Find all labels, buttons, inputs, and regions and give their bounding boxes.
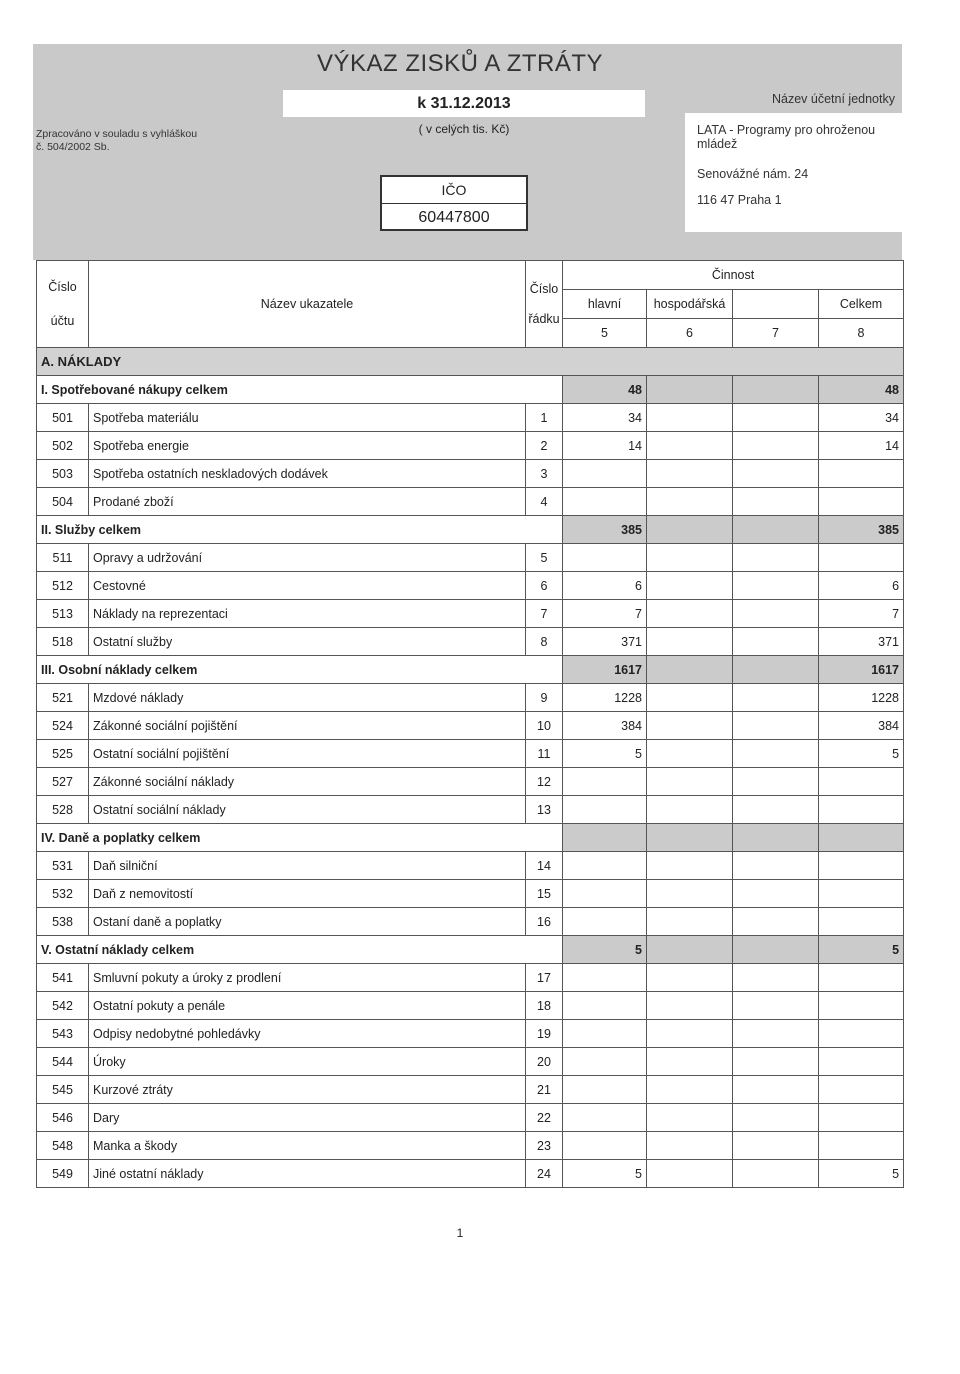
total-value	[819, 460, 904, 488]
account-number: 544	[37, 1048, 89, 1076]
col7-value	[733, 908, 819, 936]
account-number: 541	[37, 964, 89, 992]
total-value	[819, 992, 904, 1020]
account-number: 528	[37, 796, 89, 824]
main-value	[563, 460, 647, 488]
main-value	[563, 992, 647, 1020]
total-value	[819, 1076, 904, 1104]
economic-value	[647, 1076, 733, 1104]
table-row	[37, 1020, 904, 1048]
indicator-name: Cestovné	[89, 572, 526, 600]
economic-value	[647, 488, 733, 516]
table-row	[37, 796, 904, 824]
total-value	[819, 1048, 904, 1076]
group-economic-value	[647, 936, 733, 964]
table-row	[37, 600, 904, 628]
account-number: 501	[37, 404, 89, 432]
table-row	[37, 460, 904, 488]
table-row	[37, 488, 904, 516]
economic-value	[647, 1132, 733, 1160]
indicator-name: Zákonné sociální náklady	[89, 768, 526, 796]
group-total-value: 5	[819, 936, 904, 964]
main-value	[563, 908, 647, 936]
col-number-6: 6	[647, 319, 733, 348]
economic-value	[647, 712, 733, 740]
group-economic-value	[647, 656, 733, 684]
group-title: I. Spotřebované nákupy celkem	[37, 376, 563, 404]
col7-value	[733, 1020, 819, 1048]
table-row	[37, 572, 904, 600]
account-number: 518	[37, 628, 89, 656]
expense-table-body	[37, 261, 904, 1188]
account-number: 524	[37, 712, 89, 740]
total-value	[819, 964, 904, 992]
table-row	[37, 1048, 904, 1076]
indicator-name: Ostatní sociální náklady	[89, 796, 526, 824]
economic-value	[647, 684, 733, 712]
account-number: 512	[37, 572, 89, 600]
economic-value	[647, 740, 733, 768]
table-row	[37, 740, 904, 768]
row-number: 17	[526, 964, 563, 992]
row-number: 18	[526, 992, 563, 1020]
group-row	[37, 516, 904, 544]
group-economic-value	[647, 824, 733, 852]
main-value: 371	[563, 628, 647, 656]
col7-value	[733, 404, 819, 432]
account-number: 545	[37, 1076, 89, 1104]
indicator-name: Náklady na reprezentaci	[89, 600, 526, 628]
col7-value	[733, 488, 819, 516]
col7-value	[733, 1160, 819, 1188]
account-number: 548	[37, 1132, 89, 1160]
indicator-name: Prodané zboží	[89, 488, 526, 516]
total-value: 14	[819, 432, 904, 460]
group-col7-value	[733, 516, 819, 544]
compliance-note	[36, 128, 256, 154]
col-number-8: 8	[819, 319, 904, 348]
account-number: 503	[37, 460, 89, 488]
account-number: 543	[37, 1020, 89, 1048]
table-row	[37, 404, 904, 432]
total-value	[819, 544, 904, 572]
economic-value	[647, 796, 733, 824]
col7-value	[733, 740, 819, 768]
main-value: 7	[563, 600, 647, 628]
account-number: 532	[37, 880, 89, 908]
col-account-line-1: Číslo	[48, 280, 77, 294]
account-number: 549	[37, 1160, 89, 1188]
group-title: V. Ostatní náklady celkem	[37, 936, 563, 964]
total-value: 7	[819, 600, 904, 628]
total-value: 5	[819, 1160, 904, 1188]
account-number: 546	[37, 1104, 89, 1132]
row-number: 19	[526, 1020, 563, 1048]
group-main-value	[563, 824, 647, 852]
report-date: k 31.12.2013	[283, 90, 645, 117]
indicator-name: Dary	[89, 1104, 526, 1132]
total-value: 371	[819, 628, 904, 656]
row-number: 5	[526, 544, 563, 572]
main-value: 5	[563, 740, 647, 768]
col-row-header	[526, 261, 563, 348]
group-economic-value	[647, 516, 733, 544]
economic-value	[647, 964, 733, 992]
main-value	[563, 852, 647, 880]
main-value	[563, 544, 647, 572]
indicator-name: Ostatní služby	[89, 628, 526, 656]
group-total-value	[819, 824, 904, 852]
total-value	[819, 880, 904, 908]
col7-value	[733, 684, 819, 712]
col7-value	[733, 880, 819, 908]
row-number: 20	[526, 1048, 563, 1076]
account-number: 542	[37, 992, 89, 1020]
col-indicator-header	[89, 261, 526, 348]
row-number: 10	[526, 712, 563, 740]
main-value: 384	[563, 712, 647, 740]
entity-city: 116 47 Praha 1	[697, 193, 782, 207]
economic-value	[647, 432, 733, 460]
group-total-value: 48	[819, 376, 904, 404]
ico-value: 60447800	[418, 209, 490, 226]
total-value: 1228	[819, 684, 904, 712]
total-value	[819, 1132, 904, 1160]
entity-box	[685, 113, 902, 232]
indicator-name: Ostaní daně a poplatky	[89, 908, 526, 936]
economic-value	[647, 768, 733, 796]
entity-street: Senovážné nám. 24	[697, 167, 809, 181]
col-economic-header: hospodářská	[647, 290, 733, 319]
row-number: 12	[526, 768, 563, 796]
col7-value	[733, 628, 819, 656]
main-value	[563, 1020, 647, 1048]
expense-table	[36, 260, 904, 1188]
account-number: 538	[37, 908, 89, 936]
economic-value	[647, 908, 733, 936]
main-value	[563, 488, 647, 516]
economic-value	[647, 600, 733, 628]
col7-value	[733, 796, 819, 824]
col7-value	[733, 572, 819, 600]
indicator-name: Manka a škody	[89, 1132, 526, 1160]
total-value	[819, 1020, 904, 1048]
table-row	[37, 432, 904, 460]
indicator-name: Spotřeba ostatních neskladových dodávek	[89, 460, 526, 488]
group-row	[37, 656, 904, 684]
row-number: 4	[526, 488, 563, 516]
col7-value	[733, 1104, 819, 1132]
section-a-title: A. NÁKLADY	[37, 348, 904, 376]
indicator-name: Úroky	[89, 1048, 526, 1076]
account-number: 527	[37, 768, 89, 796]
table-row	[37, 1076, 904, 1104]
group-row	[37, 376, 904, 404]
row-number: 23	[526, 1132, 563, 1160]
group-economic-value	[647, 376, 733, 404]
economic-value	[647, 1020, 733, 1048]
economic-value	[647, 1048, 733, 1076]
col-number-7: 7	[733, 319, 819, 348]
col-row-line-2: řádku	[528, 312, 560, 326]
total-value	[819, 796, 904, 824]
row-number: 14	[526, 852, 563, 880]
row-number: 9	[526, 684, 563, 712]
col7-value	[733, 992, 819, 1020]
indicator-name: Daň z nemovitostí	[89, 880, 526, 908]
group-total-value: 1617	[819, 656, 904, 684]
group-col7-value	[733, 656, 819, 684]
account-number: 525	[37, 740, 89, 768]
main-value: 1228	[563, 684, 647, 712]
table-row	[37, 852, 904, 880]
table-row	[37, 908, 904, 936]
header-row-1	[37, 261, 904, 290]
col7-value	[733, 600, 819, 628]
col7-value	[733, 432, 819, 460]
total-value: 6	[819, 572, 904, 600]
account-number: 502	[37, 432, 89, 460]
economic-value	[647, 1160, 733, 1188]
account-number: 521	[37, 684, 89, 712]
total-value	[819, 1104, 904, 1132]
row-number: 7	[526, 600, 563, 628]
total-value	[819, 908, 904, 936]
account-number: 531	[37, 852, 89, 880]
main-value	[563, 1048, 647, 1076]
economic-value	[647, 852, 733, 880]
row-number: 2	[526, 432, 563, 460]
table-row	[37, 1132, 904, 1160]
main-value: 14	[563, 432, 647, 460]
col-7-header	[733, 290, 819, 319]
col7-value	[733, 964, 819, 992]
row-number: 16	[526, 908, 563, 936]
group-col7-value	[733, 824, 819, 852]
economic-value	[647, 572, 733, 600]
group-row	[37, 824, 904, 852]
total-value: 384	[819, 712, 904, 740]
main-value	[563, 1104, 647, 1132]
table-row	[37, 880, 904, 908]
group-main-value: 1617	[563, 656, 647, 684]
compliance-line-2: č. 504/2002 Sb.	[36, 141, 110, 153]
row-number: 24	[526, 1160, 563, 1188]
col7-value	[733, 544, 819, 572]
indicator-name: Opravy a udržování	[89, 544, 526, 572]
row-number: 3	[526, 460, 563, 488]
row-number: 8	[526, 628, 563, 656]
economic-value	[647, 880, 733, 908]
table-row	[37, 964, 904, 992]
group-col7-value	[733, 936, 819, 964]
col7-value	[733, 1048, 819, 1076]
col-account-header	[37, 261, 89, 348]
row-number: 22	[526, 1104, 563, 1132]
table-row	[37, 1104, 904, 1132]
account-number: 513	[37, 600, 89, 628]
col-total-header: Celkem	[819, 290, 904, 319]
main-value	[563, 768, 647, 796]
col-activity-header	[563, 261, 904, 290]
account-number: 504	[37, 488, 89, 516]
col-row-line-1: Číslo	[529, 282, 559, 296]
row-number: 6	[526, 572, 563, 600]
indicator-name: Ostatní sociální pojištění	[89, 740, 526, 768]
col-account-line-2: účtu	[50, 314, 75, 328]
table-row	[37, 992, 904, 1020]
group-title: IV. Daně a poplatky celkem	[37, 824, 563, 852]
unit-note: ( v celých tis. Kč)	[418, 122, 510, 136]
table-row	[37, 544, 904, 572]
group-title: II. Služby celkem	[37, 516, 563, 544]
group-col7-value	[733, 376, 819, 404]
table-row	[37, 712, 904, 740]
economic-value	[647, 544, 733, 572]
ico-box	[380, 175, 528, 231]
col7-value	[733, 768, 819, 796]
main-value	[563, 880, 647, 908]
main-value: 5	[563, 1160, 647, 1188]
col7-value	[733, 460, 819, 488]
total-value: 34	[819, 404, 904, 432]
economic-value	[647, 1104, 733, 1132]
main-value	[563, 1132, 647, 1160]
group-row	[37, 936, 904, 964]
group-total-value: 385	[819, 516, 904, 544]
report-title: VÝKAZ ZISKŮ A ZTRÁTY	[316, 50, 604, 77]
economic-value	[647, 992, 733, 1020]
table-row	[37, 1160, 904, 1188]
economic-value	[647, 460, 733, 488]
total-value	[819, 852, 904, 880]
entity-label: Název účetní jednotky	[772, 92, 895, 106]
account-number: 511	[37, 544, 89, 572]
group-main-value: 385	[563, 516, 647, 544]
entity-name: LATA - Programy pro ohroženou mládež	[697, 123, 876, 151]
section-a-row	[37, 348, 904, 376]
indicator-name: Mzdové náklady	[89, 684, 526, 712]
table-row	[37, 628, 904, 656]
row-number: 15	[526, 880, 563, 908]
total-value	[819, 768, 904, 796]
row-number: 1	[526, 404, 563, 432]
page-number: 1	[456, 1226, 464, 1240]
row-number: 11	[526, 740, 563, 768]
table-row	[37, 768, 904, 796]
economic-value	[647, 628, 733, 656]
main-value: 34	[563, 404, 647, 432]
main-value	[563, 796, 647, 824]
indicator-name: Jiné ostatní náklady	[89, 1160, 526, 1188]
ico-label: IČO	[382, 177, 526, 204]
col7-value	[733, 1132, 819, 1160]
main-value: 6	[563, 572, 647, 600]
indicator-name: Zákonné sociální pojištění	[89, 712, 526, 740]
group-title: III. Osobní náklady celkem	[37, 656, 563, 684]
indicator-name: Odpisy nedobytné pohledávky	[89, 1020, 526, 1048]
total-value: 5	[819, 740, 904, 768]
indicator-name: Kurzové ztráty	[89, 1076, 526, 1104]
main-value	[563, 964, 647, 992]
group-main-value: 5	[563, 936, 647, 964]
economic-value	[647, 404, 733, 432]
table-row	[37, 684, 904, 712]
group-main-value: 48	[563, 376, 647, 404]
col-main-header: hlavní	[563, 290, 647, 319]
col7-value	[733, 1076, 819, 1104]
col7-value	[733, 712, 819, 740]
col7-value	[733, 852, 819, 880]
col-indicator-label: Název ukazatele	[260, 297, 354, 311]
indicator-name: Ostatní pokuty a penále	[89, 992, 526, 1020]
row-number: 21	[526, 1076, 563, 1104]
row-number: 13	[526, 796, 563, 824]
total-value	[819, 488, 904, 516]
col-number-5: 5	[563, 319, 647, 348]
indicator-name: Spotřeba materiálu	[89, 404, 526, 432]
main-value	[563, 1076, 647, 1104]
indicator-name: Smluvní pokuty a úroky z prodlení	[89, 964, 526, 992]
indicator-name: Spotřeba energie	[89, 432, 526, 460]
indicator-name: Daň silniční	[89, 852, 526, 880]
compliance-line-1: Zpracováno v souladu s vyhláškou	[36, 128, 198, 140]
col-activity-label: Činnost	[711, 268, 755, 282]
